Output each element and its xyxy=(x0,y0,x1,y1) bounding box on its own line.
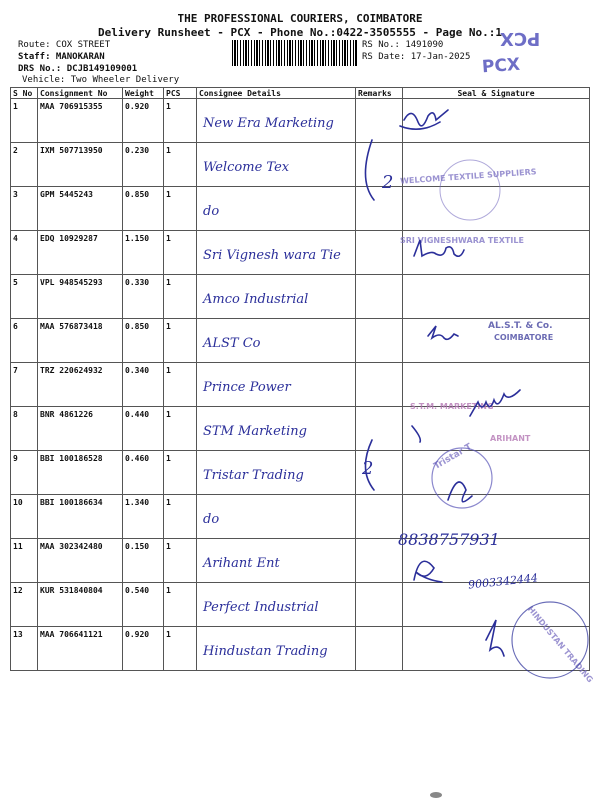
row-seal xyxy=(403,583,590,627)
col-weight: Weight xyxy=(123,88,164,99)
runsheet-subtitle: Delivery Runsheet - PCX - Phone No.:0422-3505555 - Page No.:1 xyxy=(98,26,502,39)
row-seal xyxy=(403,363,590,407)
row-pcs: 1 xyxy=(164,407,197,451)
row-consignment: VPL 948545293 xyxy=(38,275,123,319)
row-consignment: TRZ 220624932 xyxy=(38,363,123,407)
row-consignment: IXM 507713950 xyxy=(38,143,123,187)
row-pcs: 1 xyxy=(164,99,197,143)
row-pcs: 1 xyxy=(164,231,197,275)
receiver-phone-2: 9003342444 xyxy=(467,571,539,592)
pcx-stamp: PCX xyxy=(481,54,521,78)
page-hole xyxy=(430,792,442,798)
row-sno: 2 xyxy=(11,143,38,187)
row-pcs: 1 xyxy=(164,187,197,231)
row-remarks xyxy=(356,407,403,451)
table-row xyxy=(11,495,590,539)
consignee-handwriting: Arihant Ent xyxy=(203,556,280,571)
row-remarks xyxy=(356,143,403,187)
col-sno: S No xyxy=(11,88,38,99)
row-pcs: 1 xyxy=(164,363,197,407)
row-sno: 6 xyxy=(11,319,38,363)
row-weight: 0.460 xyxy=(123,451,164,495)
row-consignee xyxy=(197,99,356,143)
row-consignee xyxy=(197,627,356,671)
table-row xyxy=(11,407,590,451)
consignee-handwriting: Welcome Tex xyxy=(203,160,290,175)
row-pcs: 1 xyxy=(164,143,197,187)
row-weight: 1.340 xyxy=(123,495,164,539)
row-consignee xyxy=(197,231,356,275)
rs-number: RS No.: 1491090 xyxy=(362,40,444,50)
row-consignment: MAA 706915355 xyxy=(38,99,123,143)
row-sno: 5 xyxy=(11,275,38,319)
row-sno: 11 xyxy=(11,539,38,583)
row-consignee xyxy=(197,451,356,495)
row-consignee xyxy=(197,583,356,627)
row-consignment: MAA 302342480 xyxy=(38,539,123,583)
row-sno: 12 xyxy=(11,583,38,627)
row-consignment: GPM 5445243 xyxy=(38,187,123,231)
row-remarks xyxy=(356,319,403,363)
row-consignment: BBI 100186528 xyxy=(38,451,123,495)
row-weight: 0.150 xyxy=(123,539,164,583)
row-consignee xyxy=(197,407,356,451)
table-header-row xyxy=(11,88,590,99)
consignee-handwriting: do xyxy=(203,512,220,527)
row-consignment: EDQ 10929287 xyxy=(38,231,123,275)
row-remarks xyxy=(356,187,403,231)
consignee-handwriting: Sri Vignesh wara Tie xyxy=(203,248,341,263)
row-sno: 9 xyxy=(11,451,38,495)
pcx-stamp-inverted: PCX xyxy=(500,28,541,49)
row-consignee xyxy=(197,319,356,363)
row-pcs: 1 xyxy=(164,319,197,363)
row-consignee xyxy=(197,363,356,407)
table-row xyxy=(11,143,590,187)
row-remarks xyxy=(356,495,403,539)
remark-circled-2-b: 2 xyxy=(362,458,374,479)
row-remarks xyxy=(356,627,403,671)
row-pcs: 1 xyxy=(164,275,197,319)
row-pcs: 1 xyxy=(164,495,197,539)
table-row xyxy=(11,187,590,231)
receiver-phone: 8838757931 xyxy=(398,530,500,549)
row-seal xyxy=(403,451,590,495)
row-weight: 0.850 xyxy=(123,319,164,363)
row-remarks xyxy=(356,363,403,407)
row-consignee xyxy=(197,275,356,319)
consignee-handwriting: Hindustan Trading xyxy=(203,644,328,659)
row-sno: 1 xyxy=(11,99,38,143)
row-seal xyxy=(403,99,590,143)
col-seal: Seal & Signature xyxy=(403,88,590,99)
row-weight: 1.150 xyxy=(123,231,164,275)
row-sno: 4 xyxy=(11,231,38,275)
consignee-handwriting: Tristar Trading xyxy=(203,468,304,483)
barcode xyxy=(232,40,358,66)
company-title: THE PROFESSIONAL COURIERS, COIMBATORE xyxy=(177,12,423,25)
row-sno: 3 xyxy=(11,187,38,231)
row-remarks xyxy=(356,99,403,143)
col-consignment: Consignment No xyxy=(38,88,123,99)
row-consignee xyxy=(197,539,356,583)
col-remarks: Remarks xyxy=(356,88,403,99)
col-pcs: PCS xyxy=(164,88,197,99)
row-weight: 0.230 xyxy=(123,143,164,187)
consignee-handwriting: do xyxy=(203,204,220,219)
table-row xyxy=(11,583,590,627)
row-pcs: 1 xyxy=(164,451,197,495)
row-sno: 10 xyxy=(11,495,38,539)
row-consignee xyxy=(197,187,356,231)
seal-arihant: ARIHANT xyxy=(490,434,531,443)
consignee-handwriting: New Era Marketing xyxy=(203,116,334,131)
col-consignee: Consignee Details xyxy=(197,88,356,99)
row-remarks xyxy=(356,275,403,319)
row-consignment: BBI 100186634 xyxy=(38,495,123,539)
seal-alst: AL.S.T. & Co. xyxy=(488,321,553,331)
table-row xyxy=(11,451,590,495)
row-weight: 0.330 xyxy=(123,275,164,319)
row-consignment: MAA 706641121 xyxy=(38,627,123,671)
row-consignment: BNR 4861226 xyxy=(38,407,123,451)
row-seal xyxy=(403,407,590,451)
row-pcs: 1 xyxy=(164,539,197,583)
seal-traders: SRI VIGNESHWARA TEXTILE xyxy=(400,236,524,245)
row-sno: 8 xyxy=(11,407,38,451)
row-remarks xyxy=(356,583,403,627)
row-consignee xyxy=(197,143,356,187)
consignee-handwriting: STM Marketing xyxy=(203,424,307,439)
row-consignee xyxy=(197,495,356,539)
row-consignment: MAA 576873418 xyxy=(38,319,123,363)
seal-welcome-textile: WELCOME TEXTILE SUPPLIERS xyxy=(399,167,537,186)
seal-hindustan: HINDUSTAN TRADING xyxy=(525,604,595,685)
row-remarks xyxy=(356,231,403,275)
rs-date: RS Date: 17-Jan-2025 xyxy=(362,52,471,62)
seal-stm: S.T.M. MARKETING xyxy=(410,402,494,411)
row-remarks xyxy=(356,539,403,583)
table-row xyxy=(11,99,590,143)
row-sno: 13 xyxy=(11,627,38,671)
consignee-handwriting: ALST Co xyxy=(203,336,261,351)
consignee-handwriting: Prince Power xyxy=(203,380,291,395)
route-label: Route: COX STREET xyxy=(18,40,111,50)
seal-tristar: Tristar T xyxy=(432,442,474,472)
table-row xyxy=(11,275,590,319)
table-row xyxy=(11,627,590,671)
row-seal xyxy=(403,187,590,231)
row-sno: 7 xyxy=(11,363,38,407)
remark-circled-2: 2 xyxy=(382,172,394,193)
consignee-handwriting: Perfect Industrial xyxy=(203,600,319,615)
row-weight: 0.340 xyxy=(123,363,164,407)
seal-alst-city: COIMBATORE xyxy=(494,333,554,342)
row-weight: 0.850 xyxy=(123,187,164,231)
row-weight: 0.920 xyxy=(123,627,164,671)
vehicle-label: Vehicle: Two Wheeler Delivery xyxy=(22,75,180,85)
row-pcs: 1 xyxy=(164,627,197,671)
row-weight: 0.540 xyxy=(123,583,164,627)
consignee-handwriting: Amco Industrial xyxy=(203,292,309,307)
drs-label: DRS No.: DCJB149109001 xyxy=(18,64,138,74)
row-weight: 0.440 xyxy=(123,407,164,451)
row-seal xyxy=(403,275,590,319)
row-consignment: KUR 531840804 xyxy=(38,583,123,627)
staff-label: Staff: MANOKARAN xyxy=(18,52,105,62)
row-pcs: 1 xyxy=(164,583,197,627)
row-weight: 0.920 xyxy=(123,99,164,143)
table-row xyxy=(11,363,590,407)
